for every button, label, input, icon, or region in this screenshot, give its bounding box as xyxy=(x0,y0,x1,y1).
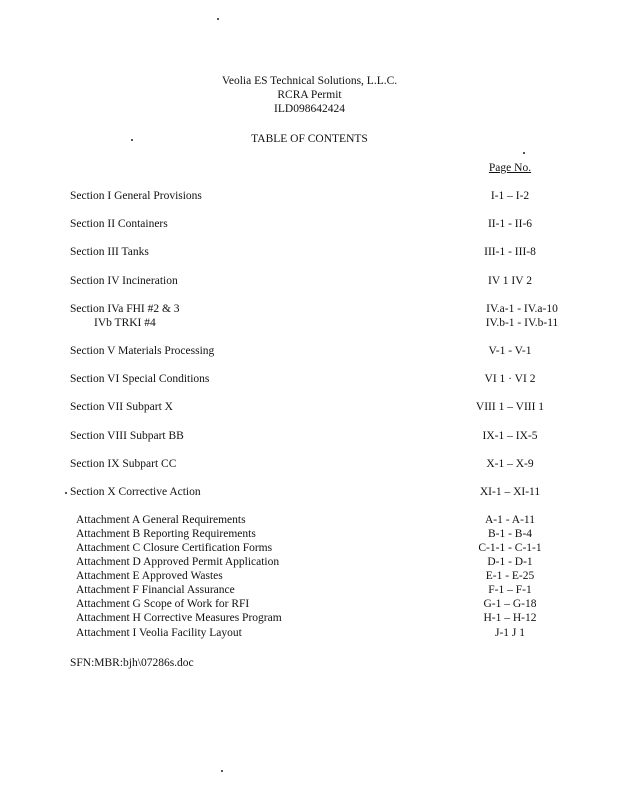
company-name: Veolia ES Technical Solutions, L.L.C. xyxy=(221,75,398,87)
toc-title: TABLE OF CONTENTS xyxy=(251,133,368,145)
toc-section-pages: X-1 – X-9 xyxy=(486,458,534,470)
toc-section-pages: XI-1 – XI-11 xyxy=(479,486,541,498)
toc-section-label: Section IX Subpart CC xyxy=(70,458,177,470)
toc-section-pages: V-1 - V-1 xyxy=(488,345,532,357)
toc-attachment-pages: E-1 - E-25 xyxy=(485,570,535,582)
scan-speck xyxy=(523,152,525,154)
toc-section-pages: VIII 1 – VIII 1 xyxy=(475,401,545,413)
toc-attachment-pages: C-1-1 - C-1-1 xyxy=(478,542,542,554)
toc-section-label: Section III Tanks xyxy=(70,246,149,258)
toc-section-label: Section VI Special Conditions xyxy=(70,373,210,385)
toc-attachment-pages: G-1 – G-18 xyxy=(483,598,537,610)
toc-section-label: Section I General Provisions xyxy=(70,190,202,202)
toc-section-pages: IV.a-1 - IV.a-10 xyxy=(486,303,558,315)
toc-section-label: Section IVa FHI #2 & 3 xyxy=(70,303,180,315)
file-reference: SFN:MBR:bjh\07286s.doc xyxy=(70,657,194,669)
toc-section-label: Section VII Subpart X xyxy=(70,401,173,413)
toc-section-pages: IX-1 – IX-5 xyxy=(482,430,538,442)
toc-section-pages: IV 1 IV 2 xyxy=(488,275,532,287)
toc-attachment-pages: J-1 J 1 xyxy=(494,627,526,639)
toc-section-label: Section IV Incineration xyxy=(70,275,178,287)
toc-attachment-pages: B-1 - B-4 xyxy=(487,528,533,540)
toc-section-label: Section V Materials Processing xyxy=(70,345,215,357)
toc-attachment-pages: H-1 – H-12 xyxy=(483,612,537,624)
toc-attachment-label: Attachment C Closure Certification Forms xyxy=(76,542,273,554)
toc-attachment-label: Attachment E Approved Wastes xyxy=(76,570,223,582)
toc-subsection-pages: IV.b-1 - IV.b-11 xyxy=(485,317,559,329)
toc-section-pages: VI 1 · VI 2 xyxy=(484,373,536,385)
toc-attachment-pages: F-1 – F-1 xyxy=(488,584,532,596)
scan-speck xyxy=(221,770,223,772)
permit-title: RCRA Permit xyxy=(277,89,342,101)
toc-attachment-pages: A-1 - A-11 xyxy=(484,514,536,526)
toc-attachment-label: Attachment D Approved Permit Application xyxy=(76,556,280,568)
toc-section-label: Section X Corrective Action xyxy=(70,486,201,498)
toc-attachment-label: Attachment F Financial Assurance xyxy=(76,584,235,596)
toc-section-pages: III-1 - III-8 xyxy=(484,246,536,258)
scan-speck xyxy=(217,18,219,20)
toc-attachment-label: Attachment G Scope of Work for RFI xyxy=(76,598,250,610)
toc-attachment-label: Attachment A General Requirements xyxy=(76,514,246,526)
toc-attachment-pages: D-1 - D-1 xyxy=(487,556,533,568)
toc-section-pages: I-1 – I-2 xyxy=(490,190,530,202)
toc-attachment-label: Attachment I Veolia Facility Layout xyxy=(76,627,242,639)
permit-id: ILD098642424 xyxy=(274,103,345,115)
toc-subsection-label: IVb TRKI #4 xyxy=(94,317,156,329)
toc-section-label: Section VIII Subpart BB xyxy=(70,430,184,442)
page-no-header: Page No. xyxy=(488,162,532,174)
scan-speck xyxy=(65,492,67,494)
toc-attachment-label: Attachment H Corrective Measures Program xyxy=(76,612,282,624)
toc-attachment-label: Attachment B Reporting Requirements xyxy=(76,528,256,540)
toc-section-label: Section II Containers xyxy=(70,218,168,230)
toc-section-pages: II-1 - II-6 xyxy=(487,218,533,230)
